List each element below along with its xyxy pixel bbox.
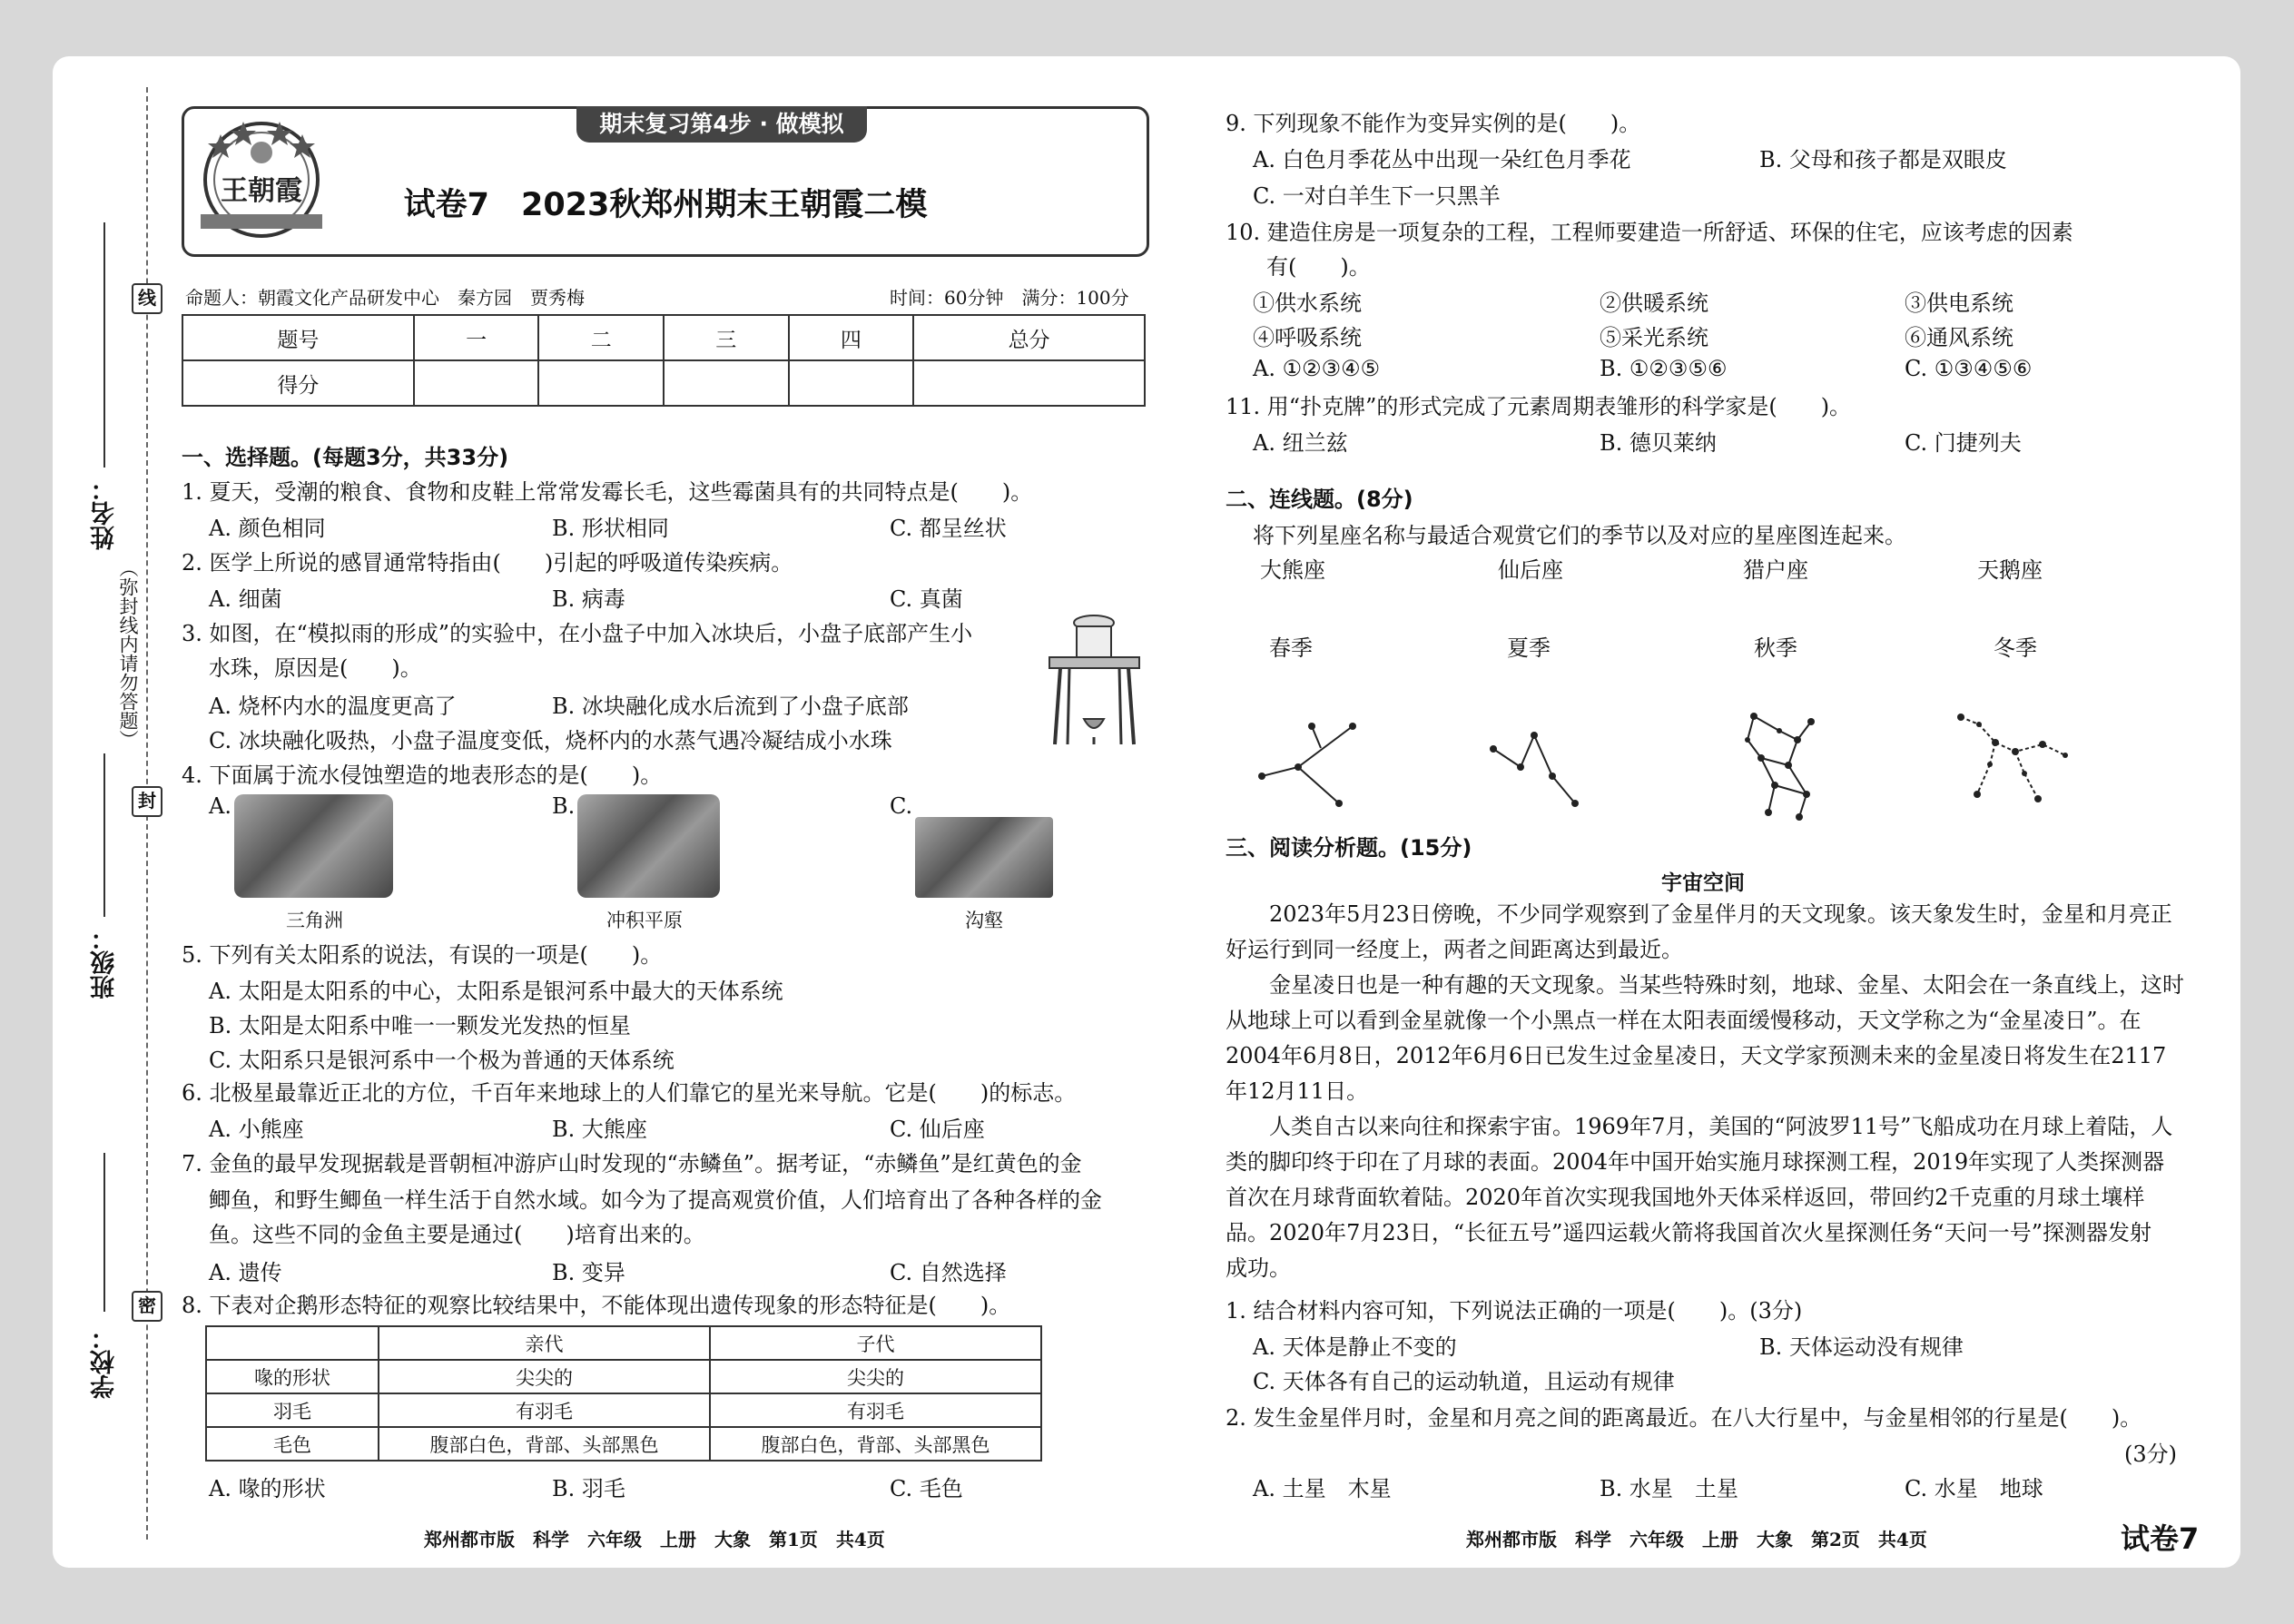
r2-points: (3分) <box>2124 1442 2177 1467</box>
q4-option-a[interactable]: A. <box>209 793 231 819</box>
q11-text: 11. 用“扑克牌”的形式完成了元素周期表雏形的科学家是( )。 <box>1226 394 1852 419</box>
q2-option-c[interactable]: C. 真菌 <box>890 586 963 612</box>
section-3-title: 三、阅读分析题。(15分) <box>1226 835 1472 861</box>
q7-text-2: 鲫鱼，和野生鲫鱼一样生活于自然水域。如今为了提高观赏价值，人们培育出了各种各样的金 <box>209 1187 1102 1213</box>
q9-option-b[interactable]: B. 父母和孩子都是双眼皮 <box>1759 147 2007 172</box>
constellation-cygnus[interactable]: 天鹅座 <box>1977 557 2043 583</box>
q3-option-a[interactable]: A. 烧杯内水的温度更高了 <box>209 694 457 719</box>
constellation-orion[interactable]: 猎户座 <box>1743 557 1808 583</box>
q7-text-3: 鱼。这些不同的金鱼主要是通过( )培育出来的。 <box>209 1222 705 1247</box>
score-header: 四 <box>789 315 914 360</box>
footer-right: 郑州都市版 科学 六年级 上册 大象 第2页 共4页 <box>1466 1529 1927 1550</box>
r2-option-c[interactable]: C. 水星 地球 <box>1905 1476 2043 1501</box>
reading-paragraph-2 <box>1226 968 2184 1109</box>
score-cell[interactable] <box>789 360 914 406</box>
q8-text: 8. 下表对企鹅形态特征的观察比较结果中，不能体现出遗传现象的形态特征是( )。 <box>182 1293 1011 1318</box>
q10-text-1: 10. 建造住房是一项复杂的工程，工程师要建造一所舒适、环保的住宅，应该考虑的因素 <box>1226 220 2073 245</box>
q8-option-b[interactable]: B. 羽毛 <box>552 1476 625 1501</box>
matching-instruction: 将下列星座名称与最适合观赏它们的季节以及对应的星座图连起来。 <box>1253 523 1906 548</box>
q6-text: 6. 北极星最靠近正北的方位，千百年来地球上的人们靠它的星光来导航。它是( )的标志。 <box>182 1080 1077 1106</box>
q2-text: 2. 医学上所说的感冒通常特指由( )引起的呼吸道传染疾病。 <box>182 550 793 576</box>
q3-option-c[interactable]: C. 冰块融化吸热，小盘子温度变低，烧杯内的水蒸气遇冷凝结成小水珠 <box>209 728 892 753</box>
q2-option-b[interactable]: B. 病毒 <box>552 586 625 612</box>
school-field[interactable] <box>103 1153 105 1312</box>
reading-line: 成功。 <box>1226 1255 1291 1281</box>
q3-text-1: 3. 如图，在“模拟雨的形成”的实验中，在小盘子中加入冰块后，小盘子底部产生小 <box>182 621 973 646</box>
section-1-title: 一、选择题。(每题3分，共33分) <box>182 445 509 470</box>
time-score: 时间：60分钟 满分：100分 <box>890 287 1129 309</box>
penguin-cell: 有羽毛 <box>379 1393 710 1427</box>
reading-paragraph-3 <box>1226 1109 2172 1286</box>
name-field[interactable] <box>103 222 105 468</box>
review-step-band: 期末复习第4步 · 做模拟 <box>576 106 867 143</box>
q3-option-b[interactable]: B. 冰块融化成水后流到了小盘子底部 <box>552 694 909 719</box>
q10-option-a[interactable]: A. ①②③④⑤ <box>1253 356 1381 381</box>
q10-option-c[interactable]: C. ①③④⑤⑥ <box>1905 356 2033 381</box>
penguin-cell: 腹部白色，背部、头部黑色 <box>710 1427 1041 1461</box>
q10-option-b[interactable]: B. ①②③⑤⑥ <box>1600 356 1728 381</box>
constellation-ursa-major[interactable]: 大熊座 <box>1260 557 1325 583</box>
q5-option-c[interactable]: C. 太阳系只是银河系中一个极为普通的天体系统 <box>209 1048 674 1073</box>
svg-text:王朝霞: 王朝霞 <box>221 175 302 207</box>
q6-option-a[interactable]: A. 小熊座 <box>209 1117 304 1142</box>
reading-line: 品。2020年7月23日，“长征五号”遥四运载火箭将我国首次火星探测任务“天问一号”探测器发射 <box>1226 1220 2151 1245</box>
penguin-header: 子代 <box>710 1326 1041 1360</box>
q10-item-3: ③供电系统 <box>1905 290 2013 316</box>
q3-text-2: 水珠，原因是( )。 <box>209 655 422 681</box>
q10-item-4: ④呼吸系统 <box>1253 325 1362 350</box>
penguin-cell: 羽毛 <box>206 1393 379 1427</box>
q8-option-a[interactable]: A. 喙的形状 <box>209 1476 326 1501</box>
score-cell[interactable] <box>913 360 1145 406</box>
gully-caption: 沟壑 <box>965 910 1003 931</box>
delta-photo <box>234 794 393 898</box>
season-autumn[interactable]: 秋季 <box>1754 635 1797 661</box>
q4-text: 4. 下面属于流水侵蚀塑造的地表形态的是( )。 <box>182 763 663 788</box>
q5-text: 5. 下列有关太阳系的说法，有误的一项是( )。 <box>182 942 663 968</box>
reading-paragraph-1 <box>1226 897 2172 968</box>
q7-text-1: 7. 金鱼的最早发现据载是晋朝桓冲游庐山时发现的“赤鳞鱼”。据考证，“赤鳞鱼”是红黄色的金 <box>182 1151 1082 1176</box>
constellation-diagram-w-shape[interactable] <box>1484 717 1589 817</box>
constellation-diagram-hunter[interactable] <box>1734 704 1834 826</box>
season-winter[interactable]: 冬季 <box>1994 635 2037 661</box>
q7-option-a[interactable]: A. 遗传 <box>209 1260 282 1285</box>
q11-option-a[interactable]: A. 纽兰兹 <box>1253 430 1348 456</box>
score-header: 三 <box>664 315 789 360</box>
r1-option-b[interactable]: B. 天体运动没有规律 <box>1759 1334 1964 1360</box>
q8-option-c[interactable]: C. 毛色 <box>890 1476 963 1501</box>
reading-line: 首次在月球背面软着陆。2020年首次实现我国地外天体采样返回，带回约2千克重的月球土壤样 <box>1226 1185 2145 1210</box>
q9-text: 9. 下列现象不能作为变异实例的是( )。 <box>1226 111 1641 136</box>
q7-option-b[interactable]: B. 变异 <box>552 1260 625 1285</box>
q11-option-b[interactable]: B. 德贝莱纳 <box>1600 430 1717 456</box>
penguin-cell: 有羽毛 <box>710 1393 1041 1427</box>
penguin-cell: 喙的形状 <box>206 1360 379 1393</box>
constellation-cassiopeia[interactable]: 仙后座 <box>1498 557 1563 583</box>
class-label: 班级： <box>91 926 119 999</box>
reading-title: 宇宙空间 <box>1661 871 1745 895</box>
score-header: 一 <box>414 315 539 360</box>
q10-item-6: ⑥通风系统 <box>1905 325 2013 350</box>
score-table <box>182 314 1146 407</box>
penguin-cell: 腹部白色，背部、头部黑色 <box>379 1427 710 1461</box>
q1-option-b[interactable]: B. 形状相同 <box>552 516 669 541</box>
q10-item-1: ①供水系统 <box>1253 290 1362 316</box>
constellation-diagram-cygnus-cross[interactable] <box>1253 708 1380 817</box>
penguin-header: 亲代 <box>379 1326 710 1360</box>
section-2-title: 二、连线题。(8分) <box>1226 487 1413 512</box>
tag-seal: 封 <box>132 786 162 817</box>
reading-line: 人类自古以来向往和探索宇宙。1969年7月，美国的“阿波罗11号”飞船成功在月球上着陆，人 <box>1269 1114 2173 1139</box>
constellation-diagram-dipper[interactable] <box>1952 708 2074 817</box>
exam-badge: 试卷7 <box>2121 1521 2200 1556</box>
rain-experiment-illustration <box>1042 610 1147 746</box>
score-header: 二 <box>538 315 664 360</box>
delta-caption: 三角洲 <box>286 910 343 931</box>
tag-line: 线 <box>132 283 162 314</box>
q4-option-c[interactable]: C. <box>890 793 913 819</box>
q1-option-a[interactable]: A. 颜色相同 <box>209 516 326 541</box>
r1-option-c[interactable]: C. 天体各有自己的运动轨道，且运动有规律 <box>1253 1369 1675 1394</box>
season-summer[interactable]: 夏季 <box>1507 635 1551 661</box>
q6-option-c[interactable]: C. 仙后座 <box>890 1117 985 1142</box>
reading-line: 好运行到同一经度上，两者之间距离达到最近。 <box>1226 937 1683 962</box>
reading-line: 从地球上可以看到金星就像一个小黑点一样在太阳表面缓慢移动，天文学称之为“金星凌日”。在 <box>1226 1008 2141 1033</box>
r1-text: 1. 结合材料内容可知，下列说法正确的一项是( )。(3分) <box>1226 1298 1803 1324</box>
q9-option-a[interactable]: A. 白色月季花丛中出现一朵红色月季花 <box>1253 147 1631 172</box>
q5-option-b[interactable]: B. 太阳是太阳系中唯一一颗发光发热的恒星 <box>209 1013 631 1038</box>
reading-line: 类的脚印终于印在了月球的表面。2004年中国开始实施月球探测工程，2019年实现了人类探测器 <box>1226 1149 2165 1175</box>
reading-line: 年12月11日。 <box>1226 1078 1369 1104</box>
q11-option-c[interactable]: C. 门捷列夫 <box>1905 430 2022 456</box>
gully-photo <box>915 817 1053 898</box>
exam-title: 试卷7 2023秋郑州期末王朝霞二模 <box>403 187 928 223</box>
reading-line: 2004年6月8日，2012年6月6日已发生过金星凌日，天文学家预测未来的金星凌日将发生在2117 <box>1226 1043 2167 1068</box>
exam-header <box>182 106 1149 257</box>
penguin-table <box>205 1325 1042 1462</box>
q1-option-c[interactable]: C. 都呈丝状 <box>890 516 1007 541</box>
score-cell[interactable] <box>414 360 539 406</box>
q10-text-2: 有( )。 <box>1266 254 1371 280</box>
q5-option-a[interactable]: A. 太阳是太阳系的中心，太阳系是银河系中最大的天体系统 <box>209 979 783 1004</box>
q2-option-a[interactable]: A. 细菌 <box>209 586 282 612</box>
reading-line: 金星凌日也是一种有趣的天文现象。当某些特殊时刻，地球、金星、太阳会在一条直线上，这时 <box>1269 972 2184 998</box>
r2-text: 2. 发生金星伴月时，金星和月亮之间的距离最近。在八大行星中，与金星相邻的行星是( )。 <box>1226 1405 2142 1431</box>
score-row-label: 得分 <box>182 360 414 406</box>
tag-secret: 密 <box>132 1291 162 1322</box>
penguin-cell: 尖尖的 <box>710 1360 1041 1393</box>
alluvial-plain-caption: 冲积平原 <box>606 910 683 931</box>
q6-option-b[interactable]: B. 大熊座 <box>552 1117 647 1142</box>
r2-option-b[interactable]: B. 水星 土星 <box>1600 1476 1738 1501</box>
penguin-header <box>206 1326 379 1360</box>
authors: 命题人：朝霞文化产品研发中心 秦方园 贾秀梅 <box>185 287 585 309</box>
score-header: 总分 <box>913 315 1145 360</box>
q10-item-5: ⑤采光系统 <box>1600 325 1708 350</box>
season-spring[interactable]: 春季 <box>1269 635 1313 661</box>
footer-left: 郑州都市版 科学 六年级 上册 大象 第1页 共4页 <box>424 1529 885 1550</box>
q4-option-b[interactable]: B. <box>552 793 576 819</box>
q7-option-c[interactable]: C. 自然选择 <box>890 1260 1007 1285</box>
binding-notice: （弥封线内请勿答题） <box>117 558 139 749</box>
score-cell[interactable] <box>664 360 789 406</box>
class-field[interactable] <box>103 753 105 917</box>
alluvial-plain-photo <box>577 794 720 898</box>
score-header: 题号 <box>182 315 414 360</box>
r1-option-a[interactable]: A. 天体是静止不变的 <box>1253 1334 1457 1360</box>
name-label: 姓名： <box>91 477 119 550</box>
school-label: 学校： <box>91 1325 119 1399</box>
penguin-cell: 毛色 <box>206 1427 379 1461</box>
q1-text: 1. 夏天，受潮的粮食、食物和皮鞋上常常发霉长毛，这些霉菌具有的共同特点是( )。 <box>182 479 1033 505</box>
q10-item-2: ②供暖系统 <box>1600 290 1708 316</box>
q9-option-c[interactable]: C. 一对白羊生下一只黑羊 <box>1253 183 1501 209</box>
penguin-cell: 尖尖的 <box>379 1360 710 1393</box>
reading-line: 2023年5月23日傍晚，不少同学观察到了金星伴月的天文现象。该天象发生时，金星和月亮正 <box>1269 901 2172 927</box>
score-cell[interactable] <box>538 360 664 406</box>
r2-option-a[interactable]: A. 土星 木星 <box>1253 1476 1392 1501</box>
